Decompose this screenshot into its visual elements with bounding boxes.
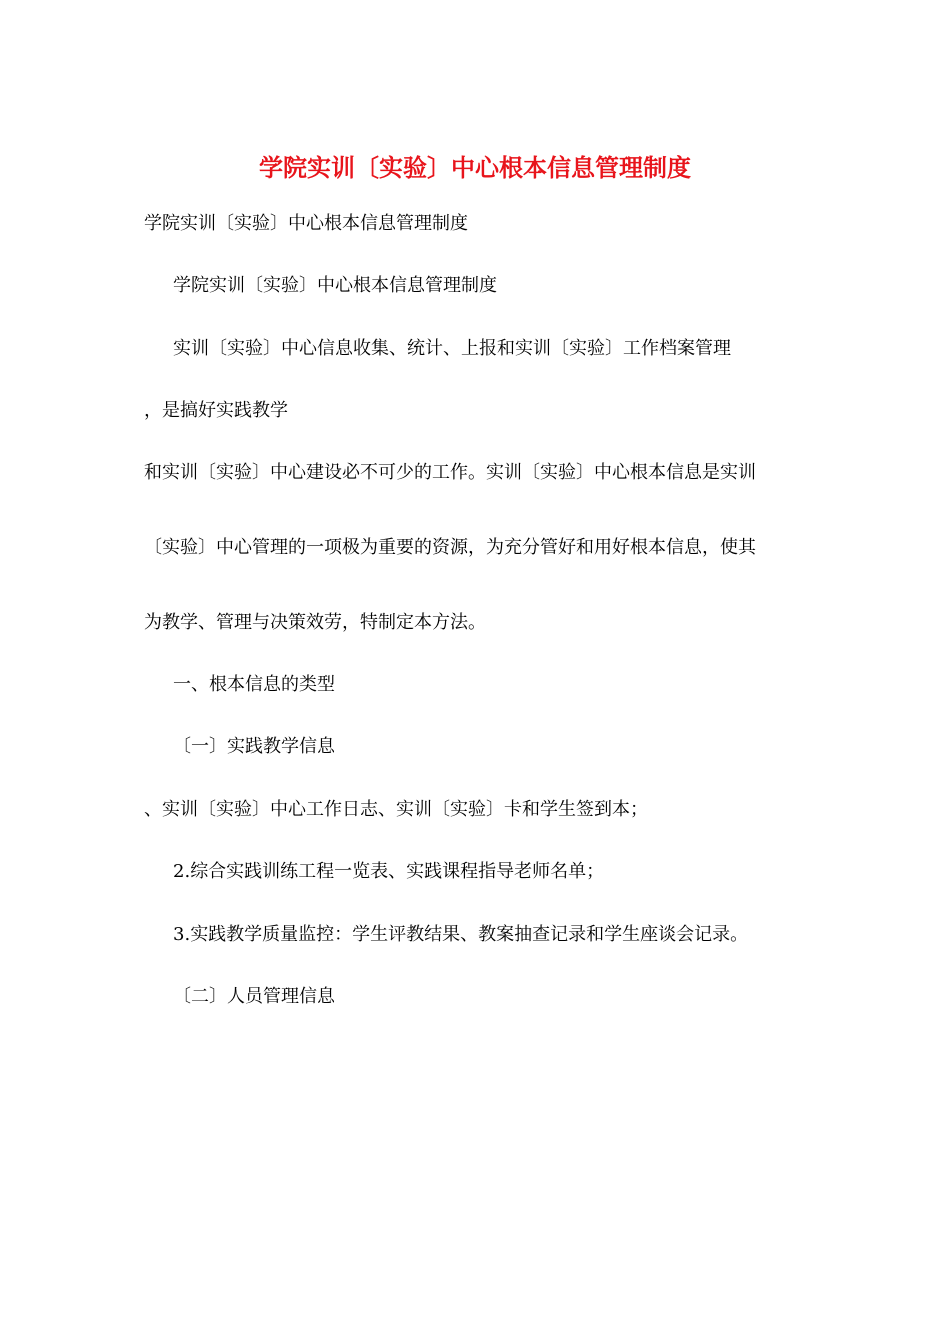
document-title: 学院实训〔实验〕中心根本信息管理制度 [259, 154, 691, 182]
paragraph-line: 〔实验〕中心管理的一项极为重要的资源，为充分管好和用好根本信息，使其 [144, 537, 756, 558]
list-item-number: 2. [173, 861, 191, 882]
paragraph-heading: 学院实训〔实验〕中心根本信息管理制度 [173, 275, 497, 296]
paragraph-line: 实训〔实验〕中心信息收集、统计、上报和实训〔实验〕工作档案管理 [173, 338, 731, 359]
subsection-heading: 〔一〕实践教学信息 [173, 736, 335, 757]
list-item [173, 859, 604, 885]
paragraph-line: 和实训〔实验〕中心建设必不可少的工作。实训〔实验〕中心根本信息是实训 [144, 462, 756, 483]
list-item-text: 综合实践训练工程一览表、实践课程指导老师名单； [190, 861, 605, 882]
list-item: 、实训〔实验〕中心工作日志、实训〔实验〕卡和学生签到本； [144, 799, 648, 820]
list-item-text: 实践教学质量监控：学生评教结果、教案抽查记录和学生座谈会记录。 [190, 924, 749, 945]
paragraph-line: 为教学、管理与决策效劳，特制定本方法。 [144, 612, 486, 633]
subtitle-line: 学院实训〔实验〕中心根本信息管理制度 [144, 213, 468, 234]
list-item [173, 922, 748, 948]
subsection-heading: 〔二〕人员管理信息 [173, 986, 335, 1007]
section-heading: 一、根本信息的类型 [173, 674, 335, 695]
list-item-number: 3. [173, 924, 191, 945]
paragraph-line: ，是搞好实践教学 [144, 400, 288, 421]
